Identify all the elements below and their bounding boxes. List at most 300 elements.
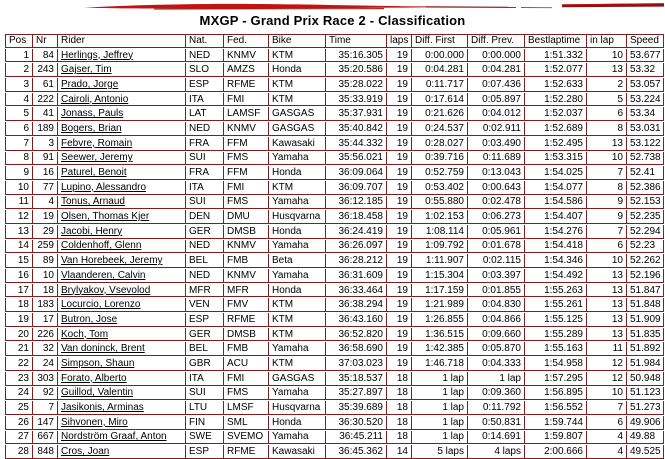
col-header-laps: laps [386, 34, 411, 48]
cell-bike: KTM [268, 93, 325, 107]
cell-bestlaptime: 1:56.552 [524, 401, 586, 415]
cell-time: 35:16.305 [325, 49, 386, 63]
cell-time: 36:31.609 [325, 269, 386, 283]
cell-fed: FFM [223, 137, 268, 151]
cell-time: 36:52.820 [325, 328, 386, 342]
col-header-nat: Nat. [185, 34, 223, 48]
cell-pos: 27 [5, 431, 32, 445]
cell-in-lap: 4 [586, 431, 626, 445]
cell-speed: 50.948 [626, 372, 664, 386]
cell-laps: 19 [386, 78, 411, 92]
cell-in-lap: 10 [586, 387, 626, 401]
cell-laps: 19 [386, 63, 411, 77]
cell-speed: 51.123 [626, 387, 664, 401]
cell-bestlaptime: 1:54.958 [524, 357, 586, 371]
cell-diff-first: 1:17.159 [411, 284, 467, 298]
cell-pos: 2 [5, 63, 32, 77]
cell-bestlaptime: 1:54.418 [524, 240, 586, 254]
col-header-rider: Rider [57, 34, 185, 48]
cell-time: 36:12.185 [325, 196, 386, 210]
cell-in-lap: 7 [586, 225, 626, 239]
cell-pos: 24 [5, 387, 32, 401]
cell-in-lap: 9 [586, 196, 626, 210]
cell-bike: KTM [268, 49, 325, 63]
cell-pos: 25 [5, 401, 32, 415]
cell-bike: KTM [268, 313, 325, 327]
cell-diff-prev: 0:02.478 [467, 196, 524, 210]
cell-pos: 18 [5, 298, 32, 312]
cell-bike: Kawasaki [268, 137, 325, 151]
cell-fed: FMI [223, 372, 268, 386]
cell-rider [57, 431, 185, 445]
cell-nr: 667 [32, 431, 57, 445]
cell-pos: 23 [5, 372, 32, 386]
rider-name: Koch, Tom [61, 328, 109, 340]
rider-name: Forato, Alberto [61, 372, 127, 384]
cell-speed: 51.984 [626, 357, 664, 371]
cell-diff-prev: 0:06.273 [467, 210, 524, 224]
decorative-red-swoosh-icon [84, 1, 664, 12]
cell-pos: 10 [5, 181, 32, 195]
cell-rider [57, 269, 185, 283]
cell-nat: GBR [185, 357, 223, 371]
cell-bestlaptime: 1:54.077 [524, 181, 586, 195]
cell-time: 36:28.212 [325, 254, 386, 268]
cell-laps: 19 [386, 240, 411, 254]
cell-speed: 49.906 [626, 416, 664, 430]
cell-time: 35:40.842 [325, 122, 386, 136]
cell-rider [57, 372, 185, 386]
rider-name: Nordström Graaf, Anton [61, 431, 167, 443]
cell-diff-prev: 0:03.490 [467, 137, 524, 151]
table-row [5, 49, 664, 63]
cell-bike: Honda [268, 416, 325, 430]
cell-nr: 243 [32, 63, 57, 77]
cell-speed: 53.677 [626, 49, 664, 63]
cell-time: 35:37.931 [325, 107, 386, 121]
cell-bike: GASGAS [268, 122, 325, 136]
cell-diff-first: 1 lap [411, 372, 467, 386]
cell-fed: LMSF [223, 401, 268, 415]
cell-in-lap: 6 [586, 416, 626, 430]
table-row [5, 328, 664, 342]
cell-speed: 52.41 [626, 166, 664, 180]
table-row [5, 122, 664, 136]
cell-fed: RFME [223, 313, 268, 327]
cell-fed: RFME [223, 445, 268, 459]
table-row [5, 78, 664, 92]
cell-bike: Honda [268, 225, 325, 239]
cell-speed: 52.196 [626, 269, 664, 283]
cell-rider [57, 78, 185, 92]
table-row [5, 372, 664, 386]
cell-bike: Yamaha [268, 196, 325, 210]
col-header-speed: Speed [626, 34, 664, 48]
cell-in-lap: 8 [586, 181, 626, 195]
cell-nat: BEL [185, 342, 223, 356]
cell-nr: 147 [32, 416, 57, 430]
cell-nr: 10 [32, 269, 57, 283]
cell-time: 35:28.022 [325, 78, 386, 92]
rider-name: Vlaanderen, Calvin [61, 269, 146, 281]
rider-name: Coldenhoff, Glenn [61, 240, 142, 252]
cell-bike: Husqvarna [268, 210, 325, 224]
cell-diff-prev: 0:11.792 [467, 401, 524, 415]
cell-diff-prev: 4 laps [467, 445, 524, 459]
cell-nat: FRA [185, 137, 223, 151]
table-row [5, 152, 664, 166]
table-row [5, 401, 664, 415]
cell-bestlaptime: 1:52.495 [524, 137, 586, 151]
cell-bestlaptime: 1:54.025 [524, 166, 586, 180]
cell-diff-first: 0:21.626 [411, 107, 467, 121]
rider-name: Olsen, Thomas Kjer [61, 211, 150, 223]
cell-pos: 22 [5, 357, 32, 371]
cell-bike: KTM [268, 357, 325, 371]
cell-nr: 77 [32, 181, 57, 195]
cell-fed: SML [223, 416, 268, 430]
cell-nr: 259 [32, 240, 57, 254]
cell-diff-prev: 0:50.831 [467, 416, 524, 430]
cell-speed: 51.273 [626, 401, 664, 415]
rider-name: Guillod, Valentin [61, 387, 134, 399]
cell-laps: 18 [386, 401, 411, 415]
cell-bestlaptime: 1:54.492 [524, 269, 586, 283]
cell-speed: 49.88 [626, 431, 664, 445]
cell-diff-prev: 0:01.855 [467, 284, 524, 298]
cell-diff-first: 0:39.716 [411, 152, 467, 166]
cell-pos: 14 [5, 240, 32, 254]
cell-pos: 17 [5, 284, 32, 298]
cell-nr: 89 [32, 254, 57, 268]
cell-bike: Yamaha [268, 240, 325, 254]
cell-fed: DMSB [223, 328, 268, 342]
cell-nr: 61 [32, 78, 57, 92]
cell-diff-first: 0:17.614 [411, 93, 467, 107]
cell-in-lap: 6 [586, 107, 626, 121]
cell-laps: 19 [386, 357, 411, 371]
cell-laps: 19 [386, 137, 411, 151]
cell-diff-prev: 0:04.830 [467, 298, 524, 312]
cell-diff-first: 1:08.114 [411, 225, 467, 239]
cell-rider [57, 240, 185, 254]
cell-nr: 24 [32, 357, 57, 371]
cell-pos: 11 [5, 196, 32, 210]
cell-fed: FFM [223, 166, 268, 180]
cell-diff-first: 1:42.385 [411, 342, 467, 356]
cell-nat: ESP [185, 445, 223, 459]
cell-nat: SUI [185, 196, 223, 210]
cell-diff-first: 0:24.537 [411, 122, 467, 136]
cell-time: 36:45.362 [325, 445, 386, 459]
cell-time: 35:39.689 [325, 401, 386, 415]
cell-pos: 16 [5, 269, 32, 283]
cell-speed: 53.34 [626, 107, 664, 121]
cell-bestlaptime: 1:55.261 [524, 298, 586, 312]
cell-bestlaptime: 1:55.263 [524, 284, 586, 298]
cell-bestlaptime: 1:52.633 [524, 78, 586, 92]
cell-in-lap: 13 [586, 269, 626, 283]
cell-nat: ESP [185, 313, 223, 327]
cell-diff-prev: 0:14.691 [467, 431, 524, 445]
cell-nr: 91 [32, 152, 57, 166]
cell-time: 36:24.419 [325, 225, 386, 239]
cell-nr: 183 [32, 298, 57, 312]
cell-time: 36:18.458 [325, 210, 386, 224]
cell-fed: DMU [223, 210, 268, 224]
cell-rider [57, 298, 185, 312]
cell-pos: 9 [5, 166, 32, 180]
cell-laps: 19 [386, 342, 411, 356]
cell-time: 36:38.294 [325, 298, 386, 312]
cell-nr: 4 [32, 196, 57, 210]
col-header-bike: Bike [268, 34, 325, 48]
cell-pos: 6 [5, 122, 32, 136]
cell-rider [57, 107, 185, 121]
cell-bike: GASGAS [268, 372, 325, 386]
cell-diff-first: 1:26.855 [411, 313, 467, 327]
cell-nat: SUI [185, 387, 223, 401]
cell-bestlaptime: 1:55.163 [524, 342, 586, 356]
cell-laps: 19 [386, 181, 411, 195]
cell-diff-prev: 0:00.000 [467, 49, 524, 63]
cell-nat: ITA [185, 372, 223, 386]
cell-bestlaptime: 1:57.295 [524, 372, 586, 386]
cell-rider [57, 196, 185, 210]
cell-diff-first: 0:28.027 [411, 137, 467, 151]
col-header-diff-prev: Diff. Prev. [467, 34, 524, 48]
cell-bestlaptime: 1:54.276 [524, 225, 586, 239]
rider-name: Sihvonen, Miro [61, 416, 128, 428]
cell-diff-prev: 0:09.660 [467, 328, 524, 342]
cell-laps: 19 [386, 93, 411, 107]
cell-bike: GASGAS [268, 107, 325, 121]
cell-rider [57, 284, 185, 298]
cell-diff-first: 1 lap [411, 387, 467, 401]
cell-pos: 4 [5, 93, 32, 107]
cell-nr: 29 [32, 225, 57, 239]
cell-speed: 51.847 [626, 284, 664, 298]
cell-diff-first: 0:53.402 [411, 181, 467, 195]
cell-time: 36:43.160 [325, 313, 386, 327]
cell-bike: KTM [268, 298, 325, 312]
cell-speed: 49.525 [626, 445, 664, 459]
rider-name: Jonass, Pauls [61, 108, 124, 120]
cell-speed: 52.738 [626, 152, 664, 166]
col-header-bestlaptime: Bestlaptime [524, 34, 586, 48]
cell-fed: LAMSF [223, 107, 268, 121]
results-tbody [5, 49, 664, 459]
cell-bestlaptime: 1:59.744 [524, 416, 586, 430]
cell-bestlaptime: 1:59.807 [524, 431, 586, 445]
cell-bike: Husqvarna [268, 401, 325, 415]
cell-speed: 52.294 [626, 225, 664, 239]
cell-nat: GER [185, 225, 223, 239]
cell-bestlaptime: 1:52.077 [524, 63, 586, 77]
cell-in-lap: 10 [586, 254, 626, 268]
cell-fed: FMB [223, 254, 268, 268]
table-row [5, 240, 664, 254]
cell-nr: 84 [32, 49, 57, 63]
cell-bestlaptime: 1:52.037 [524, 107, 586, 121]
cell-speed: 51.848 [626, 298, 664, 312]
cell-fed: KNMV [223, 240, 268, 254]
cell-laps: 19 [386, 166, 411, 180]
cell-bestlaptime: 1:55.289 [524, 328, 586, 342]
rider-name: Brylyakov, Vsevolod [61, 284, 151, 296]
cell-speed: 52.235 [626, 210, 664, 224]
cell-rider [57, 152, 185, 166]
cell-nr: 41 [32, 107, 57, 121]
table-row [5, 225, 664, 239]
cell-bestlaptime: 1:54.586 [524, 196, 586, 210]
cell-diff-first: 1:11.907 [411, 254, 467, 268]
cell-time: 35:44.332 [325, 137, 386, 151]
cell-laps: 19 [386, 298, 411, 312]
cell-rider [57, 401, 185, 415]
cell-rider [57, 49, 185, 63]
page-title: MXGP - Grand Prix Race 2 - Classification [199, 13, 466, 28]
rider-name: Bogers, Brian [61, 122, 122, 134]
cell-fed: SVEMO [223, 431, 268, 445]
cell-time: 36:58.690 [325, 342, 386, 356]
cell-pos: 1 [5, 49, 32, 63]
cell-fed: FMB [223, 342, 268, 356]
col-header-fed: Fed. [223, 34, 268, 48]
col-header-diff-first: Diff. First [411, 34, 467, 48]
cell-pos: 20 [5, 328, 32, 342]
cell-laps: 19 [386, 122, 411, 136]
cell-laps: 19 [386, 254, 411, 268]
cell-nat: DEN [185, 210, 223, 224]
cell-nr: 189 [32, 122, 57, 136]
cell-bike: Honda [268, 166, 325, 180]
cell-diff-prev: 0:01.678 [467, 240, 524, 254]
cell-diff-prev: 0:05.961 [467, 225, 524, 239]
cell-laps: 19 [386, 196, 411, 210]
cell-in-lap: 9 [586, 210, 626, 224]
cell-bike: Yamaha [268, 269, 325, 283]
cell-bike: Honda [268, 63, 325, 77]
cell-diff-prev: 0:04.012 [467, 107, 524, 121]
cell-laps: 18 [386, 431, 411, 445]
rider-name: Cairoli, Antonio [61, 93, 129, 105]
cell-speed: 53.031 [626, 122, 664, 136]
cell-nat: GER [185, 328, 223, 342]
cell-laps: 19 [386, 328, 411, 342]
cell-rider [57, 137, 185, 151]
rider-name: Seewer, Jeremy [61, 152, 133, 164]
cell-time: 35:20.586 [325, 63, 386, 77]
cell-in-lap: 7 [586, 401, 626, 415]
table-row [5, 210, 664, 224]
table-row [5, 387, 664, 401]
cell-nr: 19 [32, 210, 57, 224]
cell-rider [57, 181, 185, 195]
cell-in-lap: 13 [586, 298, 626, 312]
cell-laps: 18 [386, 387, 411, 401]
cell-diff-first: 1:15.304 [411, 269, 467, 283]
rider-name: Simpson, Shaun [61, 357, 135, 369]
cell-diff-first: 1 lap [411, 431, 467, 445]
cell-diff-first: 0:52.759 [411, 166, 467, 180]
cell-diff-first: 1 lap [411, 416, 467, 430]
cell-speed: 53.122 [626, 137, 664, 151]
cell-diff-prev: 0:00.643 [467, 181, 524, 195]
cell-rider [57, 416, 185, 430]
cell-speed: 52.262 [626, 254, 664, 268]
cell-rider [57, 210, 185, 224]
cell-nat: NED [185, 240, 223, 254]
cell-diff-prev: 0:02.911 [467, 122, 524, 136]
cell-fed: DMSB [223, 225, 268, 239]
col-header-time: Time [325, 34, 386, 48]
table-row [5, 181, 664, 195]
cell-speed: 53.32 [626, 63, 664, 77]
cell-laps: 19 [386, 49, 411, 63]
cell-nr: 7 [32, 401, 57, 415]
cell-rider [57, 357, 185, 371]
cell-in-lap: 13 [586, 284, 626, 298]
rider-name: Van doninck, Brent [61, 343, 145, 355]
cell-in-lap: 13 [586, 328, 626, 342]
cell-fed: KNMV [223, 122, 268, 136]
cell-nat: SUI [185, 152, 223, 166]
cell-laps: 19 [386, 152, 411, 166]
cell-diff-prev: 0:03.397 [467, 269, 524, 283]
cell-in-lap: 10 [586, 49, 626, 63]
cell-time: 36:33.464 [325, 284, 386, 298]
cell-bestlaptime: 1:52.280 [524, 93, 586, 107]
table-row [5, 166, 664, 180]
cell-fed: FMS [223, 387, 268, 401]
cell-nat: NED [185, 122, 223, 136]
cell-pos: 12 [5, 210, 32, 224]
cell-diff-first: 1:21.989 [411, 298, 467, 312]
cell-diff-first: 0:04.281 [411, 63, 467, 77]
cell-bike: KTM [268, 328, 325, 342]
cell-bestlaptime: 1:54.407 [524, 210, 586, 224]
cell-time: 35:33.919 [325, 93, 386, 107]
cell-diff-first: 0:55.880 [411, 196, 467, 210]
table-row [5, 269, 664, 283]
cell-speed: 51.909 [626, 313, 664, 327]
cell-diff-first: 0:11.717 [411, 78, 467, 92]
cell-in-lap: 12 [586, 372, 626, 386]
cell-bike: Honda [268, 284, 325, 298]
cell-fed: KNMV [223, 49, 268, 63]
cell-time: 35:56.021 [325, 152, 386, 166]
cell-bestlaptime: 1:53.315 [524, 152, 586, 166]
cell-in-lap: 13 [586, 137, 626, 151]
cell-diff-prev: 0:04.281 [467, 63, 524, 77]
cell-speed: 53.057 [626, 78, 664, 92]
cell-speed: 52.153 [626, 196, 664, 210]
cell-nat: ESP [185, 78, 223, 92]
cell-nat: MFR [185, 284, 223, 298]
cell-rider [57, 166, 185, 180]
cell-nat: SWE [185, 431, 223, 445]
cell-fed: AMZS [223, 63, 268, 77]
cell-nr: 222 [32, 93, 57, 107]
cell-pos: 21 [5, 342, 32, 356]
cell-in-lap: 2 [586, 78, 626, 92]
cell-in-lap: 8 [586, 122, 626, 136]
cell-diff-prev: 0:04.333 [467, 357, 524, 371]
rider-name: Tonus, Arnaud [61, 196, 125, 208]
cell-bike: Yamaha [268, 387, 325, 401]
cell-nr: 17 [32, 313, 57, 327]
